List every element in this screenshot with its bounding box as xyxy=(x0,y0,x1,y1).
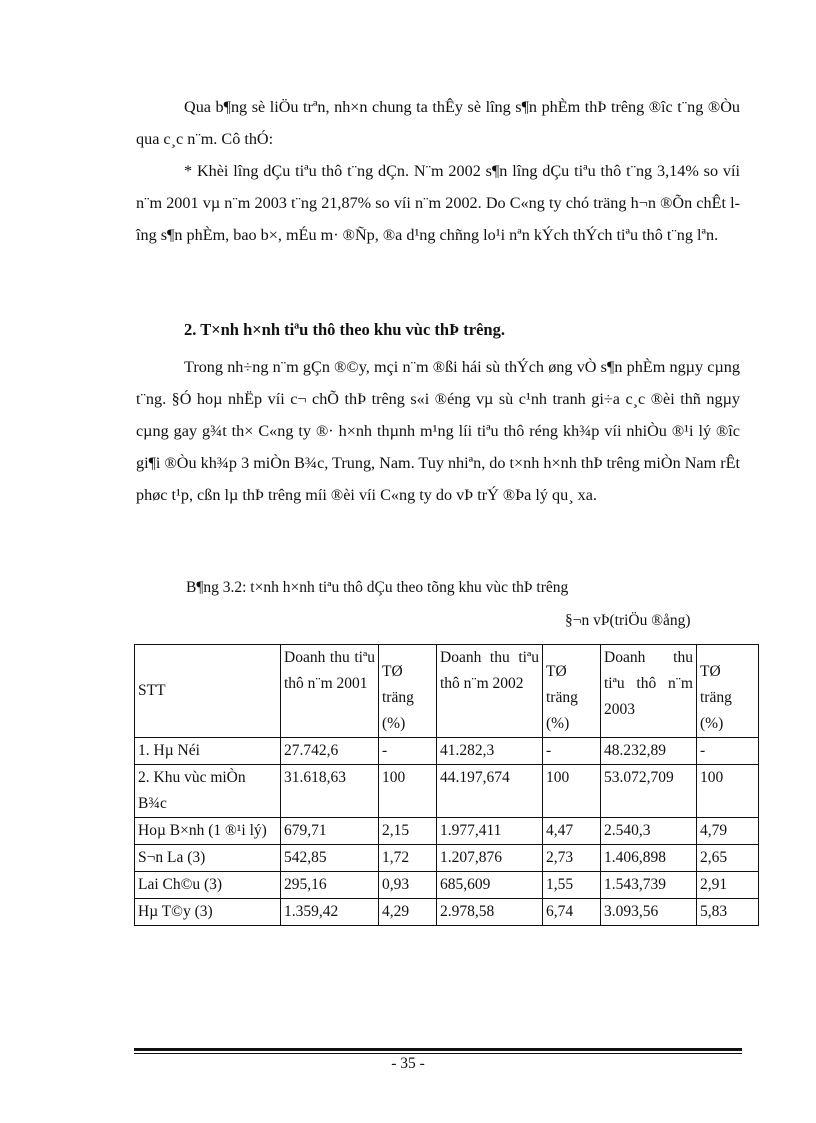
row-share-2003: 2,65 xyxy=(697,845,759,872)
row-revenue-2002: 1.207,876 xyxy=(437,845,543,872)
table-row xyxy=(135,845,759,872)
header-revenue-2002: Doanh thu tiªu thô n¨m 2002 xyxy=(437,645,543,738)
row-region: Hoµ B×nh (1 ®¹i lý) xyxy=(135,818,281,845)
row-share-2001: 4,29 xyxy=(379,899,437,926)
table-row xyxy=(135,818,759,845)
row-revenue-2003: 3.093,56 xyxy=(601,899,697,926)
row-share-2001: 1,72 xyxy=(379,845,437,872)
row-region: 1. Hµ Néi xyxy=(135,738,281,765)
row-revenue-2003: 53.072,709 xyxy=(601,765,697,818)
row-region: Lai Ch©u (3) xyxy=(135,872,281,899)
row-revenue-2003: 2.540,3 xyxy=(601,818,697,845)
table-caption: B¶ng 3.2: t×nh h×nh tiªu thô dÇu theo tõng khu vùc thÞ trêng xyxy=(186,579,569,596)
section-heading: 2. T×nh h×nh tiªu thô theo khu vùc thÞ trêng. xyxy=(184,320,505,339)
row-share-2002: 6,74 xyxy=(543,899,601,926)
row-revenue-2001: 31.618,63 xyxy=(281,765,379,818)
row-share-2002: - xyxy=(543,738,601,765)
header-share-2002: TØ träng (%) xyxy=(543,645,601,738)
row-share-2003: - xyxy=(697,738,759,765)
footer-rule-thin xyxy=(134,1053,742,1054)
row-share-2002: 100 xyxy=(543,765,601,818)
table-row xyxy=(135,899,759,926)
header-share-2001: TØ träng (%) xyxy=(379,645,437,738)
row-share-2002: 1,55 xyxy=(543,872,601,899)
row-region: 2. Khu vùc miÒn B¾c xyxy=(135,765,281,818)
row-share-2003: 5,83 xyxy=(697,899,759,926)
row-region: S¬n La (3) xyxy=(135,845,281,872)
row-share-2002: 2,73 xyxy=(543,845,601,872)
footer-rule-thick xyxy=(134,1048,742,1051)
row-revenue-2003: 1.406,898 xyxy=(601,845,697,872)
paragraph-market-situation: Trong nh÷ng n¨m gÇn ®©y, mçi n¨m ®ßi hái sù thÝch øng vÒ s¶n phÈm ngµy cµng t¨ng. §Ó hoµ nhËp víi c¬ chÕ thÞ trêng s«i ®éng vµ sù c¹nh tranh gi÷a c¸c ®èi thñ ngµy cµng gay g¾t th× C«ng ty ®· h×nh thµnh m¹ng líi tiªu thô réng kh¾p víi nhiÒu ®¹i lý ®îc gi¶i ®Òu kh¾p 3 miÒn B¾c, Trung, Nam. Tuy nhiªn, do t×nh h×nh thÞ trêng miÒn Nam rÊt phøc t¹p, cßn lµ thÞ trêng míi ®èi víi C«ng ty do vÞ trÝ ®Þa lý qu¸ xa. xyxy=(136,358,741,504)
row-revenue-2001: 1.359,42 xyxy=(281,899,379,926)
paragraph-summary: Qua b¶ng sè liÖu trªn, nh×n chung ta thÊy sè lîng s¶n phÈm thÞ trêng ®îc t¨ng ®Òu qua c¸c n¨m. Cô thÓ: xyxy=(136,98,740,148)
table-header-row xyxy=(135,645,759,738)
row-revenue-2002: 41.282,3 xyxy=(437,738,543,765)
header-stt: STT xyxy=(135,645,281,738)
table-row xyxy=(135,765,759,818)
header-revenue-2001: Doanh thu tiªu thô n¨m 2001 xyxy=(281,645,379,738)
row-share-2001: 2,15 xyxy=(379,818,437,845)
row-share-2003: 2,91 xyxy=(697,872,759,899)
header-revenue-2003: Doanh thu tiªu thô n¨m 2003 xyxy=(601,645,697,738)
table-row xyxy=(135,738,759,765)
table-row xyxy=(135,872,759,899)
row-share-2003: 100 xyxy=(697,765,759,818)
row-revenue-2001: 542,85 xyxy=(281,845,379,872)
row-revenue-2002: 44.197,674 xyxy=(437,765,543,818)
row-region: Hµ T©y (3) xyxy=(135,899,281,926)
header-share-2003: TØ träng (%) xyxy=(697,645,759,738)
row-share-2001: 100 xyxy=(379,765,437,818)
row-revenue-2003: 48.232,89 xyxy=(601,738,697,765)
row-revenue-2002: 2.978,58 xyxy=(437,899,543,926)
page-number: - 35 - xyxy=(391,1055,425,1072)
row-share-2002: 4,47 xyxy=(543,818,601,845)
row-revenue-2001: 295,16 xyxy=(281,872,379,899)
paragraph-sales-volume: * Khèi lîng dÇu tiªu thô t¨ng dÇn. N¨m 2002 s¶n lîng dÇu tiªu thô t¨ng 3,14% so víi n¨m 2001 vµ n¨m 2003 t¨ng 21,87% so víi n¨m 2002. Do C«ng ty chó träng h¬n ®Õn chÊt lîng s¶n phÈm, bao b×, mÉu m· ®Ñp, ®a d¹ng chñng lo¹i nªn kÝch thÝch tiªu thô t¨ng lªn. xyxy=(136,162,740,244)
row-revenue-2002: 1.977,411 xyxy=(437,818,543,845)
row-share-2003: 4,79 xyxy=(697,818,759,845)
table-unit: §¬n vÞ(triÖu ®ång) xyxy=(565,612,691,629)
row-revenue-2001: 679,71 xyxy=(281,818,379,845)
row-revenue-2003: 1.543,739 xyxy=(601,872,697,899)
sales-by-region-table xyxy=(134,644,759,926)
row-revenue-2002: 685,609 xyxy=(437,872,543,899)
row-revenue-2001: 27.742,6 xyxy=(281,738,379,765)
row-share-2001: - xyxy=(379,738,437,765)
row-share-2001: 0,93 xyxy=(379,872,437,899)
